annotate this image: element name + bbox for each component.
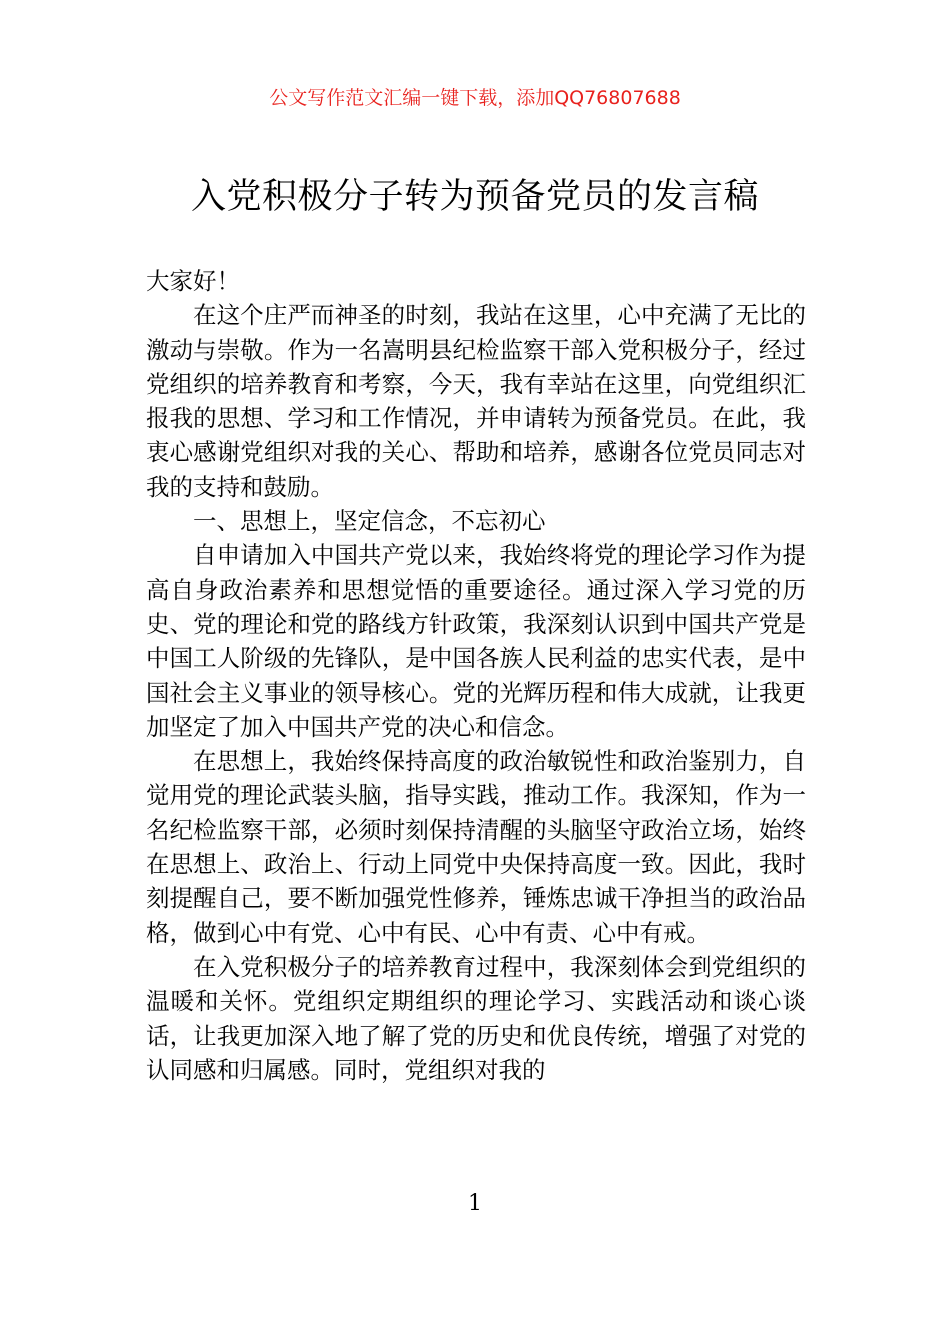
document-body	[146, 264, 806, 1087]
paragraph-intro: 在这个庄严而神圣的时刻，我站在这里，心中充满了无比的激动与崇敬。作为一名嵩明县纪检监察干部入党积极分子，经过党组织的培养教育和考察，今天，我有幸站在这里，向党组织汇报我的思想、学习和工作情况，并申请转为预备党员。在此，我衷心感谢党组织对我的关心、帮助和培养，感谢各位党员同志对我的支持和鼓励。	[146, 301, 806, 501]
paragraph: 自申请加入中国共产党以来，我始终将党的理论学习作为提高自身政治素养和思想觉悟的重要途径。通过深入学习党的历史、党的理论和党的路线方针政策，我深刻认识到中国共产党是中国工人阶级的先锋队，是中国各族人民利益的忠实代表，是中国社会主义事业的领导核心。党的光辉历程和伟大成就，让我更加坚定了加入中国共产党的决心和信念。	[146, 541, 806, 741]
greeting: 大家好！	[146, 267, 240, 295]
paragraph: 在入党积极分子的培养教育过程中，我深刻体会到党组织的温暖和关怀。党组织定期组织的理论学习、实践活动和谈心谈话，让我更加深入地了解了党的历史和优良传统，增强了对党的认同感和归属感。同时，党组织对我的	[146, 952, 806, 1084]
section-heading-1: 一、思想上，坚定信念，不忘初心	[193, 507, 546, 536]
document-title: 入党积极分子转为预备党员的发言稿	[190, 177, 759, 217]
download-notice: 公文写作范文汇编一键下载，添加QQ76807688	[269, 87, 681, 109]
paragraph: 在思想上，我始终保持高度的政治敏锐性和政治鉴别力，自觉用党的理论武装头脑，指导实践，推动工作。我深知，作为一名纪检监察干部，必须时刻保持清醒的头脑坚守政治立场，始终在思想上、政治上、行动上同党中央保持高度一致。因此，我时刻提醒自己，要不断加强党性修养，锤炼忠诚干净担当的政治品格，做到心中有党、心中有民、心中有责、心中有戒。	[146, 747, 806, 947]
page-number: 1	[468, 1191, 482, 1216]
